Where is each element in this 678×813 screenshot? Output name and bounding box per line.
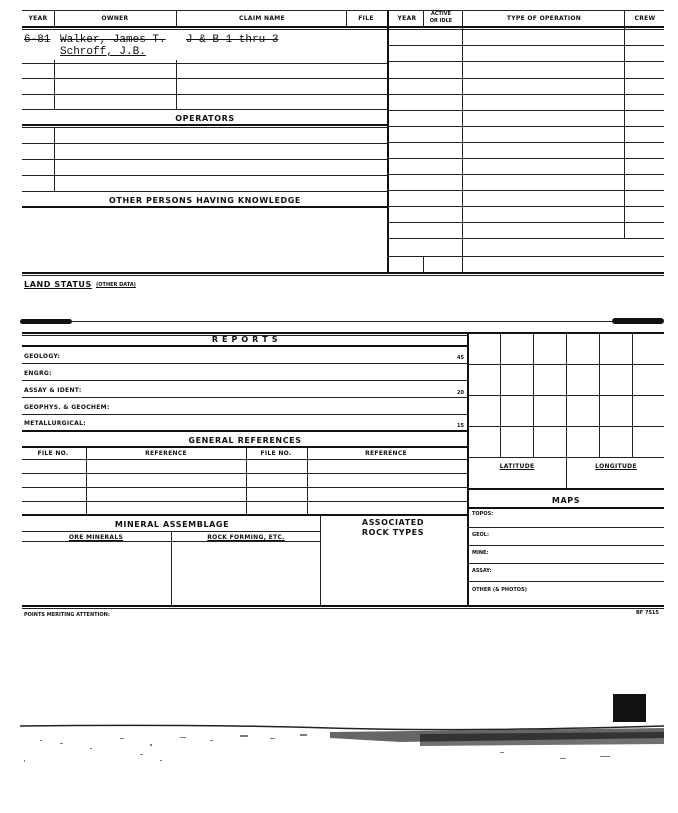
operators-rule (22, 124, 388, 126)
mineral-sep-2 (171, 532, 172, 605)
row-rule (22, 397, 467, 398)
row-rule (22, 78, 388, 79)
land-status-rule-2 (22, 275, 664, 276)
grid-col (566, 333, 567, 488)
right-row (388, 78, 664, 79)
col-year-2: YEAR (397, 15, 417, 22)
reports-metallurgical-num: 15 (457, 423, 464, 429)
row-rule (22, 459, 467, 460)
row-rule (22, 380, 467, 381)
right-row (388, 110, 664, 111)
row-rule (22, 127, 388, 128)
right-block-border (387, 28, 389, 273)
operators-heading: OPERATORS (175, 114, 235, 123)
owner-sep (176, 60, 177, 110)
general-references-heading: GENERAL REFERENCES (188, 436, 302, 445)
other-persons-rule (22, 206, 388, 208)
grid-row (468, 426, 664, 427)
entry-date: 6-81 (24, 34, 51, 46)
ink-smudge (20, 319, 72, 324)
ink-smudge (612, 318, 664, 324)
maps-row (468, 563, 664, 564)
row-rule (22, 191, 388, 192)
ref-reference-2: REFERENCE (365, 450, 407, 457)
col-file: FILE (358, 15, 374, 22)
maps-heading: MAPS (551, 496, 581, 505)
right-block-sep (423, 257, 424, 273)
land-status-rule (22, 272, 664, 274)
maps-heading-rule (468, 507, 664, 509)
reports-heading-rule (22, 345, 467, 347)
col-active-2: OR IDLE (429, 18, 453, 24)
latitude-label: LATITUDE (499, 463, 535, 470)
maps-row (468, 527, 664, 528)
land-status-subheading: (OTHER DATA) (96, 282, 136, 288)
maps-topos: TOPOS: (472, 511, 494, 517)
right-row (388, 94, 664, 95)
ref-sep (246, 447, 247, 515)
row-rule (22, 63, 388, 64)
ref-file-no-1: FILE NO. (37, 450, 69, 457)
reports-heading: R E P O R T S (211, 335, 279, 344)
entry-owner-1: Walker, James T. (60, 34, 166, 46)
right-row (388, 222, 664, 223)
grid-row (468, 457, 664, 458)
header-top-rule (22, 10, 664, 11)
right-row (388, 142, 664, 143)
hdr-sep (387, 10, 389, 28)
hdr-sep (176, 10, 177, 28)
reports-top-rule (22, 332, 664, 334)
grid-row (468, 364, 664, 365)
right-row (388, 61, 664, 62)
maps-top-rule (468, 488, 664, 490)
maps-assay: ASSAY: (472, 568, 492, 574)
scan-noise (0, 688, 678, 788)
form-number: BF 7515 (636, 610, 659, 616)
row-rule (22, 175, 388, 176)
right-block-sep (462, 28, 463, 273)
right-row (388, 238, 664, 239)
entry-owner-2: Schroff, J.B. (60, 46, 146, 58)
col-claim-name: CLAIM NAME (239, 15, 285, 22)
right-row (388, 45, 664, 46)
col-active-1: ACTIVE (430, 11, 452, 17)
ref-file-no-2: FILE NO. (260, 450, 292, 457)
maps-other: OTHER (& PHOTOS) (472, 587, 527, 593)
row-rule (22, 414, 467, 415)
col-type-of-operation: TYPE OF OPERATION (506, 15, 582, 22)
row-rule (22, 143, 388, 144)
row-rule (22, 473, 467, 474)
hdr-sep (624, 10, 625, 28)
ore-minerals: ORE MINERALS (68, 534, 124, 541)
rock-forming: ROCK FORMING, ETC. (207, 534, 285, 541)
reports-engrg: ENGRG: (24, 370, 52, 377)
right-row (388, 126, 664, 127)
associated-rock-types-1: ASSOCIATED (361, 518, 425, 527)
hdr-sep (462, 10, 463, 28)
ref-sep (307, 447, 308, 515)
entry-claim: J & B 1 thru 3 (186, 34, 279, 46)
longitude-label: LONGITUDE (595, 463, 637, 470)
land-status-heading: LAND STATUS (24, 280, 92, 289)
owner-sep (54, 60, 55, 110)
maps-geol: GEOL: (472, 532, 489, 538)
right-row (388, 206, 664, 207)
ref-bottom-rule (22, 514, 467, 516)
right-row (388, 190, 664, 191)
maps-row (468, 581, 664, 582)
mineral-sep (320, 515, 321, 605)
grid-left-border (467, 333, 469, 605)
header-bottom-rule-2 (22, 29, 664, 30)
bottom-rule (22, 605, 664, 607)
col-year: YEAR (28, 15, 48, 22)
hdr-sep (423, 10, 424, 28)
reports-metallurgical: METALLURGICAL: (24, 420, 86, 427)
row-rule (22, 487, 467, 488)
operators-sep (54, 128, 55, 192)
row-rule (22, 94, 388, 95)
right-row (388, 174, 664, 175)
bottom-rule-2 (22, 608, 664, 609)
reports-assay: ASSAY & IDENT: (24, 387, 82, 394)
maps-mine: MINE: (472, 550, 489, 556)
row-rule (22, 430, 467, 432)
row-rule (22, 109, 388, 110)
hdr-sep (346, 10, 347, 28)
maps-row (468, 545, 664, 546)
other-persons-heading: OTHER PERSONS HAVING KNOWLEDGE (109, 196, 301, 205)
points-meriting-attention: POINTS MERITING ATTENTION: (24, 612, 110, 618)
associated-rock-types-2: ROCK TYPES (361, 528, 425, 537)
row-rule (22, 159, 388, 160)
separator-rule (70, 321, 615, 322)
hdr-sep (54, 10, 55, 28)
ref-reference-1: REFERENCE (145, 450, 187, 457)
reports-geophys: GEOPHYS. & GEOCHEM: (24, 404, 110, 411)
reports-assay-num: 20 (457, 390, 464, 396)
mineral-assemblage-heading: MINERAL ASSEMBLAGE (114, 520, 230, 529)
right-row (388, 158, 664, 159)
reports-geology-num: 45 (457, 355, 464, 361)
col-owner: OWNER (101, 15, 129, 22)
row-rule (22, 501, 467, 502)
grid-row (468, 395, 664, 396)
ref-sep (86, 447, 87, 515)
header-bottom-rule (22, 26, 664, 28)
general-references-rule (22, 446, 467, 448)
right-row (388, 256, 664, 257)
reports-geology: GEOLOGY: (24, 353, 61, 360)
row-rule (22, 363, 467, 364)
col-crew: CREW (634, 15, 656, 22)
